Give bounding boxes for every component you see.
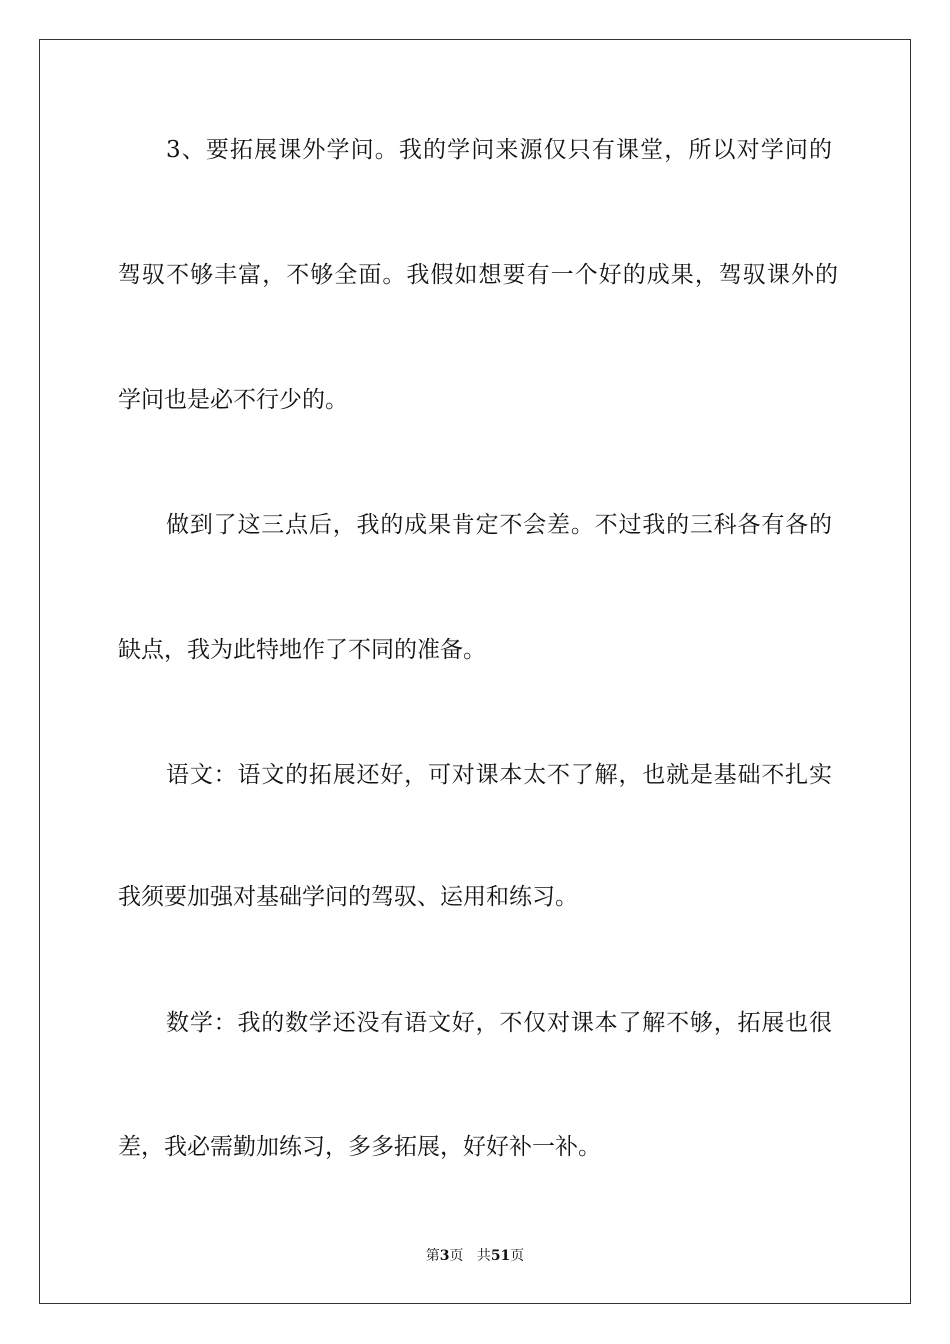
paragraph-line: 差，我必需勤加练习，多多拓展，好好补一补。 bbox=[118, 1134, 601, 1160]
paragraph-line: 数学：我的数学还没有语文好，不仅对课本了解不够，拓展也很 bbox=[166, 1010, 832, 1036]
paragraph-line: 3、要拓展课外学问。我的学问来源仅只有课堂，所以对学问的 bbox=[166, 137, 832, 163]
paragraph-line: 缺点，我为此特地作了不同的准备。 bbox=[118, 637, 486, 663]
paragraph-line: 语文：语文的拓展还好，可对课本太不了解，也就是基础不扎实 bbox=[166, 762, 832, 788]
paragraph-line: 驾驭不够丰富，不够全面。我假如想要有一个好的成果，驾驭课外的 bbox=[118, 262, 838, 288]
footer-total-pages: 51 bbox=[490, 1248, 511, 1264]
paragraph-line: 我须要加强对基础学问的驾驭、运用和练习。 bbox=[118, 884, 578, 910]
paragraph-line: 做到了这三点后，我的成果肯定不会差。不过我的三科各有各的 bbox=[166, 512, 832, 538]
footer-page-prefix: 第 bbox=[425, 1248, 440, 1264]
footer-page-suffix: 页 bbox=[449, 1248, 464, 1264]
footer-total-suffix: 页 bbox=[510, 1248, 525, 1264]
page-footer bbox=[0, 1246, 950, 1266]
footer-total-prefix: 共 bbox=[476, 1248, 491, 1264]
page-frame bbox=[39, 39, 911, 1304]
paragraph-line: 学问也是必不行少的。 bbox=[118, 387, 348, 413]
footer-page-number: 3 bbox=[439, 1248, 450, 1264]
